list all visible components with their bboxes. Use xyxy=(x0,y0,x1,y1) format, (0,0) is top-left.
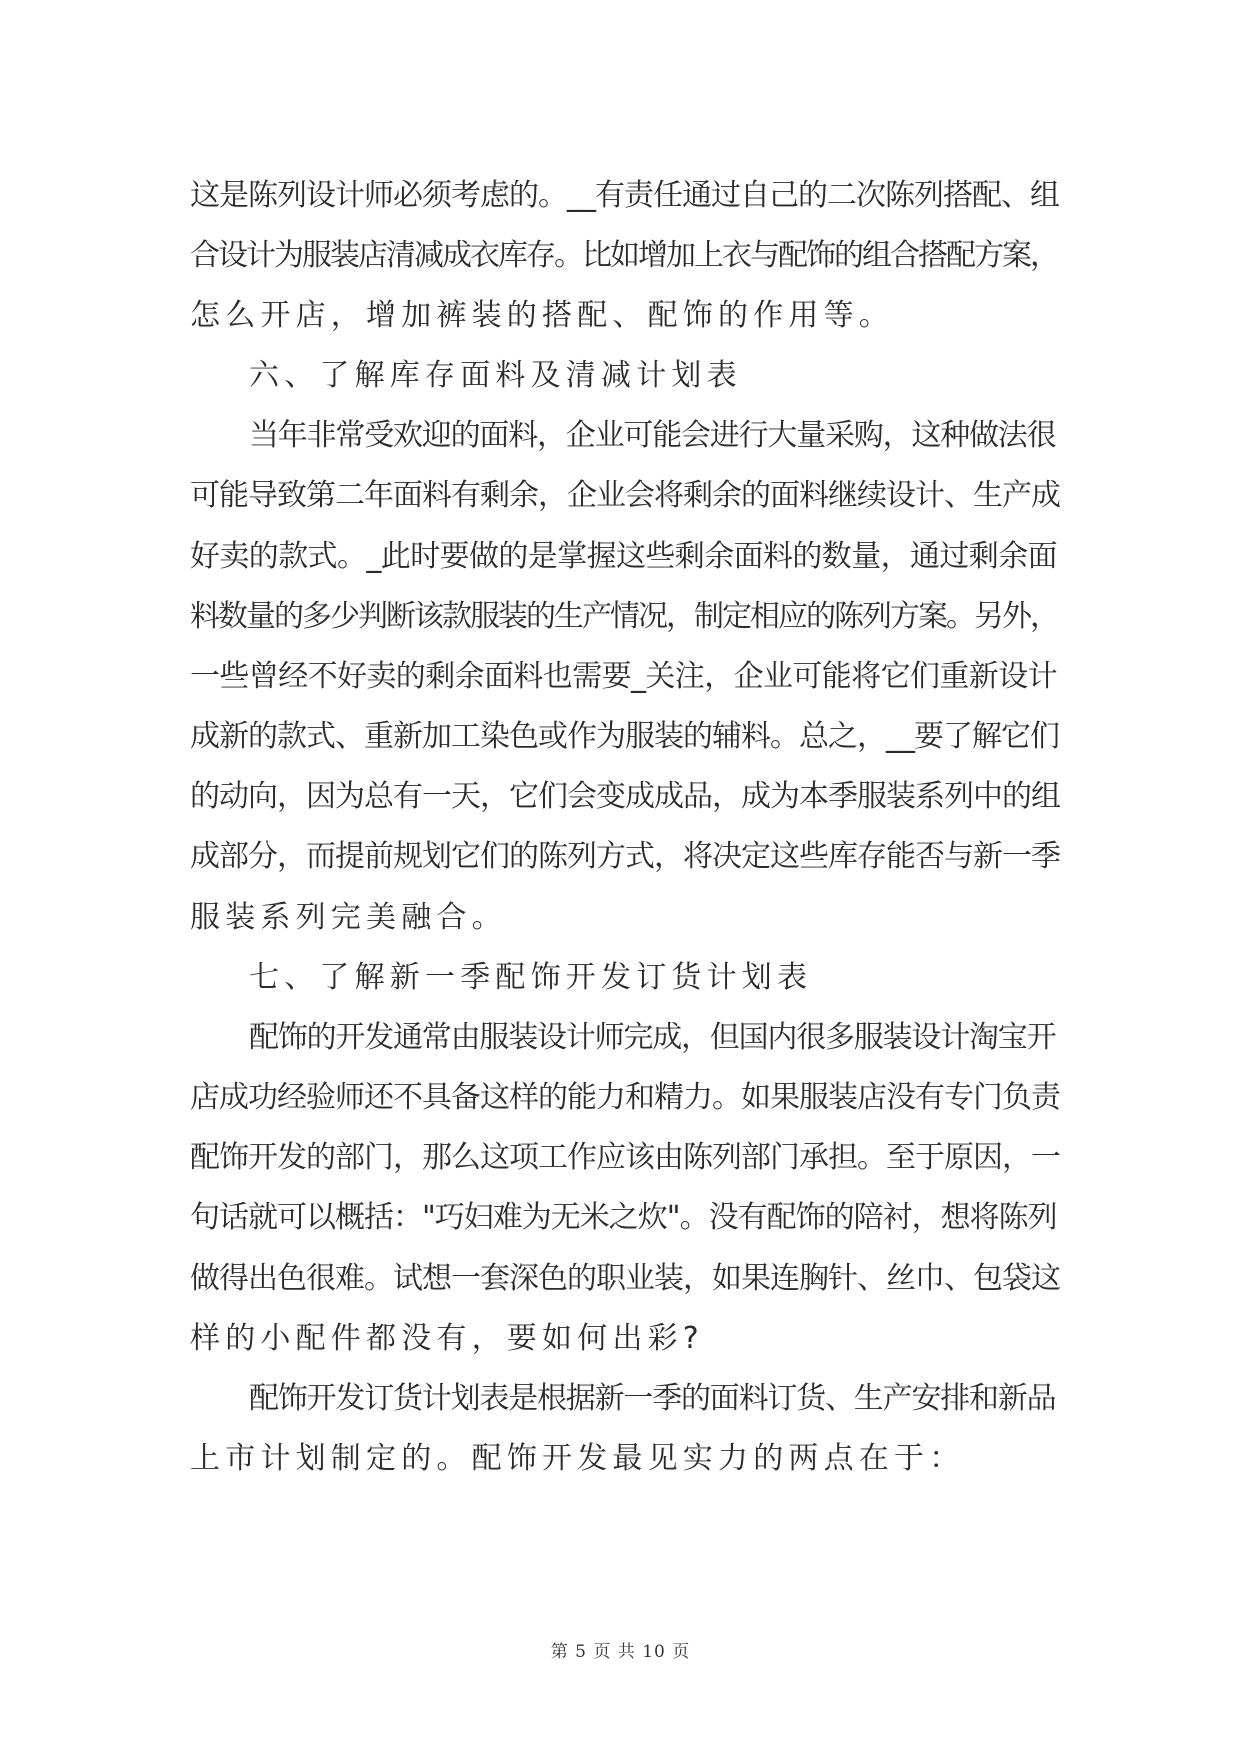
text-line: 当年非常受欢迎的面料，企业可能会进行大量采购，这种做法很 xyxy=(249,418,1056,453)
text-line: 样的小配件都没有，要如何出彩? xyxy=(190,1321,704,1356)
text-line: 做得出色很难。试想一套深色的职业装，如果连胸针、丝巾、包袋这 xyxy=(190,1261,1060,1296)
text-line: 的动向，因为总有一天，它们会变成成品，成为本季服装系列中的组 xyxy=(190,779,1060,814)
text-line: 上市计划制定的。配饰开发最见实力的两点在于： xyxy=(190,1441,965,1476)
text-line: 好卖的款式。_此时要做的是掌握这些剩余面料的数量，通过剩余面 xyxy=(190,539,1057,574)
page-number-footer: 第 5 页 共 10 页 xyxy=(550,1642,691,1662)
section-heading: 七、了解新一季配饰开发订货计划表 xyxy=(249,960,813,995)
section-heading: 六、了解库存面料及清减计划表 xyxy=(249,358,742,393)
text-line: 店成功经验师还不具备这样的能力和精力。如果服装店没有专门负责 xyxy=(190,1080,1060,1115)
text-line: 一些曾经不好卖的剩余面料也需要_关注，企业可能将它们重新设计 xyxy=(190,659,1057,694)
text-line: 配饰开发的部门，那么这项工作应该由陈列部门承担。至于原因，一 xyxy=(190,1140,1060,1175)
text-line: 合设计为服装店清减成衣库存。比如增加上衣与配饰的组合搭配方案， xyxy=(190,238,1058,273)
text-line: 料数量的多少判断该款服装的生产情况，制定相应的陈列方案。另外， xyxy=(190,599,1058,634)
text-line: 可能导致第二年面料有剩余，企业会将剩余的面料继续设计、生产成 xyxy=(190,478,1060,513)
text-line: 怎么开店，增加裤装的搭配、配饰的作用等。 xyxy=(190,298,894,333)
text-line: 句话就可以概括："巧妇难为无米之炊"。没有配饰的陪衬，想将陈列 xyxy=(190,1200,1057,1235)
text-line: 这是陈列设计师必须考虑的。__有责任通过自己的二次陈列搭配、组 xyxy=(190,178,1059,213)
text-line: 服装系列完美融合。 xyxy=(190,900,507,935)
text-line: 配饰开发订货计划表是根据新一季的面料订货、生产安排和新品 xyxy=(249,1381,1056,1416)
text-line: 配饰的开发通常由服装设计师完成，但国内很多服装设计淘宝开 xyxy=(249,1020,1056,1055)
text-line: 成新的款式、重新加工染色或作为服装的辅料。总之，__要了解它们 xyxy=(190,719,1059,754)
text-line: 成部分，而提前规划它们的陈列方式，将决定这些库存能否与新一季 xyxy=(190,839,1060,874)
